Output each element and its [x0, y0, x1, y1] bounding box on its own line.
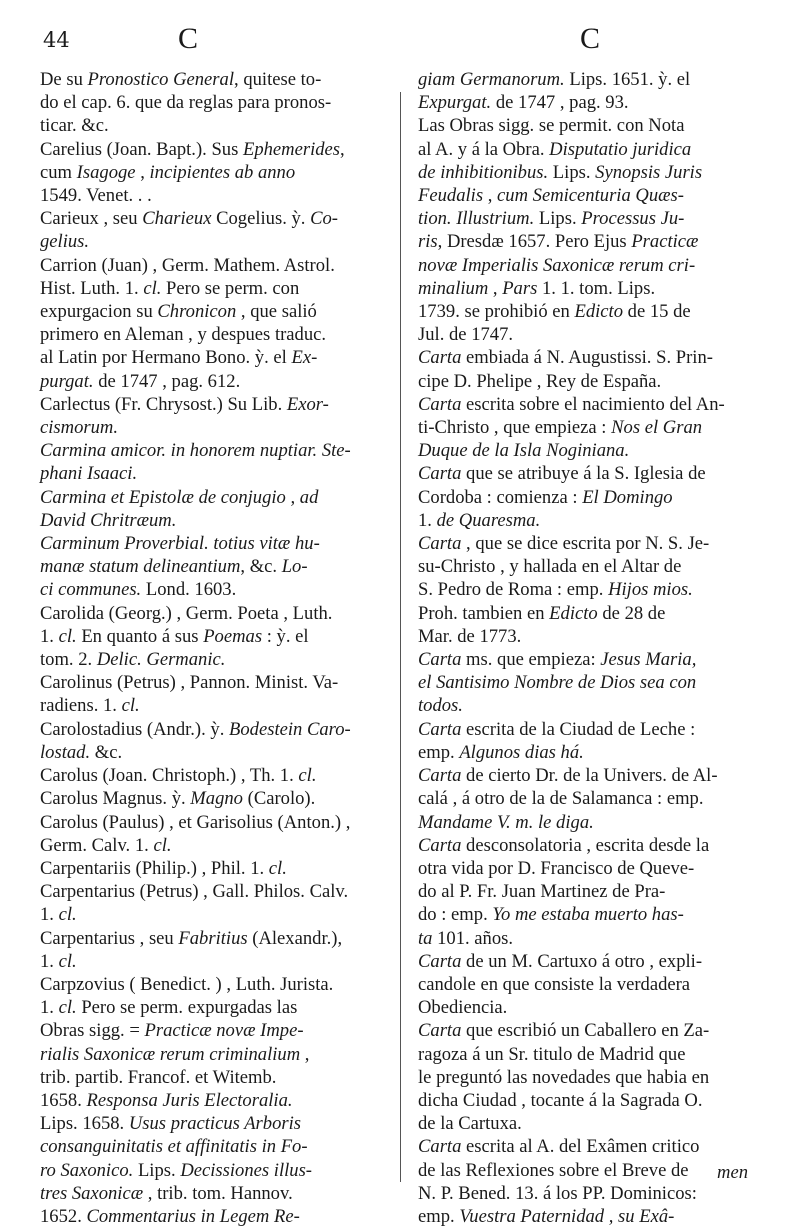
- text-segment: Co-: [310, 208, 338, 230]
- text-line: [40, 184, 380, 207]
- text-line: [40, 996, 380, 1019]
- text-segment: Decissiones illus-: [180, 1159, 313, 1181]
- text-segment: (Alexandr.),: [247, 927, 343, 949]
- text-segment: Mandame V. m. le diga.: [418, 811, 594, 833]
- text-line: [418, 694, 758, 717]
- text-line: [418, 996, 758, 1019]
- text-segment: Obediencia.: [418, 997, 508, 1019]
- text-segment: cl.: [121, 695, 140, 717]
- text-segment: todos.: [418, 695, 463, 717]
- text-segment: 101. años.: [432, 927, 514, 949]
- text-line: [418, 880, 758, 903]
- text-line: [40, 857, 380, 880]
- text-line: [40, 555, 380, 578]
- text-line: [40, 370, 380, 393]
- text-segment: Carta: [418, 533, 462, 555]
- text-segment: N. P. Bened. 13. á los PP. Dominicos:: [418, 1182, 697, 1204]
- text-segment: Disputatio juridica: [549, 138, 692, 160]
- text-line: [418, 648, 758, 671]
- text-line: [40, 532, 380, 555]
- text-line: [40, 416, 380, 439]
- text-segment: tres Saxonicæ: [40, 1182, 144, 1204]
- text-line: [418, 1089, 758, 1112]
- text-segment: de 1747 , pag. 93.: [491, 92, 629, 114]
- text-line: [418, 509, 758, 532]
- text-line: [418, 138, 758, 161]
- text-segment: Cordoba : comienza :: [418, 486, 583, 508]
- text-segment: Commentarius in Legem Re-: [86, 1205, 300, 1227]
- text-segment: Practicæ: [631, 231, 699, 253]
- text-line: [40, 207, 380, 230]
- text-segment: otra vida por D. Francisco de Queve-: [418, 857, 695, 879]
- text-segment: , que salió: [236, 301, 317, 323]
- text-segment: Lo-: [281, 556, 308, 578]
- text-segment: Carolida (Georg.) , Germ. Poeta , Luth.: [40, 602, 333, 624]
- text-segment: El Domingo: [582, 486, 673, 508]
- text-line: [40, 671, 380, 694]
- text-line: [418, 254, 758, 277]
- text-segment: Carta: [418, 1136, 462, 1158]
- text-line: [418, 1112, 758, 1135]
- text-line: [418, 950, 758, 973]
- text-line: [40, 880, 380, 903]
- text-segment: Carta: [418, 649, 462, 671]
- column-divider: [400, 92, 401, 1182]
- text-segment: ta: [418, 927, 433, 949]
- text-segment: Carta: [418, 718, 462, 740]
- text-segment: cl.: [268, 857, 287, 879]
- text-segment: Fabritius: [178, 927, 248, 949]
- text-segment: emp.: [418, 1205, 460, 1227]
- text-segment: do el cap. 6. que da reglas para pronos-: [40, 92, 332, 114]
- text-line: [40, 578, 380, 601]
- text-segment: Carlectus (Fr. Chrysost.) Su Lib.: [40, 393, 287, 415]
- text-line: [40, 973, 380, 996]
- text-segment: manæ statum delineantium: [40, 556, 241, 578]
- text-segment: Carpentarius , seu: [40, 927, 179, 949]
- text-segment: Carolinus (Petrus) , Pannon. Minist. Va-: [40, 672, 339, 694]
- text-line: [418, 346, 758, 369]
- text-segment: le preguntó las novedades que habia en: [418, 1066, 710, 1088]
- text-line: [40, 1019, 380, 1042]
- text-segment: &c.: [90, 741, 123, 763]
- text-segment: consanguinitatis et affinitatis in Fo-: [40, 1136, 308, 1158]
- text-segment: Carmina amicor. in honorem nuptiar. Ste-: [40, 440, 351, 462]
- text-line: [40, 114, 380, 137]
- text-segment: ,: [483, 185, 498, 207]
- text-segment: Chronicon: [157, 301, 237, 323]
- text-segment: cl.: [58, 904, 77, 926]
- text-segment: escrita al A. del Exâmen critico: [461, 1136, 700, 1158]
- running-head-right: C: [580, 22, 601, 55]
- text-segment: Ex-: [291, 347, 318, 369]
- text-segment: Lips.: [133, 1159, 181, 1181]
- text-line: [418, 834, 758, 857]
- text-segment: Yo me estaba muerto has-: [492, 904, 684, 926]
- text-line: [40, 1043, 380, 1066]
- text-line: [418, 462, 758, 485]
- text-line: [40, 323, 380, 346]
- text-segment: Carta: [418, 393, 462, 415]
- text-segment: Responsa Juris Electoralia.: [86, 1089, 293, 1111]
- text-segment: 1.: [418, 509, 437, 531]
- text-segment: Exor-: [286, 393, 329, 415]
- text-line: [418, 300, 758, 323]
- text-line: [418, 764, 758, 787]
- text-line: [40, 439, 380, 462]
- text-line: [40, 625, 380, 648]
- text-segment: escrita de la Ciudad de Leche :: [461, 718, 696, 740]
- text-segment: phani Isaaci.: [40, 463, 138, 485]
- text-segment: Carta: [418, 834, 462, 856]
- text-segment: Isagoge: [76, 161, 136, 183]
- text-line: [418, 555, 758, 578]
- text-segment: Duque de la Isla Noginiana.: [418, 440, 630, 462]
- text-line: [418, 114, 758, 137]
- text-segment: David Chritræum.: [40, 509, 177, 531]
- text-segment: do al P. Fr. Juan Martinez de Pra-: [418, 881, 666, 903]
- text-segment: Carelius (Joan. Bapt.). Sus: [40, 138, 243, 160]
- text-line: [40, 1182, 380, 1205]
- text-segment: radiens. 1.: [40, 695, 122, 717]
- text-line: [40, 718, 380, 741]
- text-segment: incipientes ab anno: [149, 161, 296, 183]
- text-segment: cismorum.: [40, 417, 118, 439]
- text-line: [40, 1159, 380, 1182]
- text-segment: Lips. 1658.: [40, 1113, 129, 1135]
- right-column: [418, 68, 758, 1228]
- text-segment: Carolus Magnus. ỳ.: [40, 788, 191, 810]
- text-segment: de cierto Dr. de la Univers. de Al-: [461, 765, 718, 787]
- text-line: [40, 694, 380, 717]
- text-segment: al A. y á la Obra.: [418, 138, 550, 160]
- text-segment: cum Semicenturia Quæs-: [497, 185, 684, 207]
- text-line: [418, 323, 758, 346]
- text-segment: de inhibitionibus.: [418, 161, 549, 183]
- text-segment: Hist. Luth. 1.: [40, 277, 144, 299]
- text-segment: 1652.: [40, 1205, 87, 1227]
- text-segment: Las Obras sigg. se permit. con Nota: [418, 115, 685, 137]
- text-segment: el Santisimo Nombre de Dios sea con: [418, 672, 697, 694]
- text-segment: purgat.: [40, 370, 94, 392]
- text-segment: Lond. 1603.: [141, 579, 237, 601]
- text-line: [418, 927, 758, 950]
- text-segment: cl.: [153, 834, 172, 856]
- text-line: [40, 764, 380, 787]
- text-segment: cl.: [298, 765, 317, 787]
- text-line: [418, 1205, 758, 1228]
- text-line: [418, 184, 758, 207]
- text-line: [418, 370, 758, 393]
- text-line: [418, 787, 758, 810]
- text-line: [418, 230, 758, 253]
- text-segment: de 1747 , pag. 612.: [93, 370, 241, 392]
- text-line: [40, 300, 380, 323]
- text-segment: 1658.: [40, 1089, 87, 1111]
- text-segment: , trib. tom. Hannov.: [143, 1182, 293, 1204]
- text-line: [40, 1066, 380, 1089]
- text-line: [418, 68, 758, 91]
- text-segment: Jesus Maria,: [600, 649, 697, 671]
- text-segment: Edicto: [549, 602, 598, 624]
- page-header: [0, 22, 800, 62]
- text-line: [40, 903, 380, 926]
- text-line: [418, 91, 758, 114]
- text-segment: Magno: [190, 788, 243, 810]
- text-segment: Edicto: [574, 301, 624, 323]
- text-segment: Carminum Proverbial. totius vitæ hu-: [40, 533, 320, 555]
- text-segment: desconsolatoria , escrita desde la: [461, 834, 710, 856]
- text-segment: do : emp.: [418, 904, 493, 926]
- text-segment: al Latin por Hermano Bono. ỳ. el: [40, 347, 292, 369]
- text-segment: De su: [40, 69, 88, 90]
- text-segment: Obras sigg. =: [40, 1020, 145, 1042]
- text-segment: 1.: [40, 625, 59, 647]
- text-segment: ci communes.: [40, 579, 142, 601]
- text-line: [40, 1089, 380, 1112]
- text-segment: ragoza á un Sr. titulo de Madrid que: [418, 1043, 686, 1065]
- text-segment: Synopsis Juris: [595, 161, 703, 183]
- text-segment: Carolostadius (Andr.). ỳ.: [40, 718, 230, 740]
- text-segment: cum: [40, 161, 77, 183]
- text-segment: calá , á otro de la de Salamanca : emp.: [418, 788, 704, 810]
- text-segment: gelius.: [40, 231, 90, 253]
- text-segment: Hijos mios.: [608, 579, 693, 601]
- text-segment: de 15 de: [623, 301, 691, 323]
- text-segment: rialis Saxonicæ rerum criminalium: [40, 1043, 301, 1065]
- text-segment: (Carolo).: [242, 788, 316, 810]
- text-line: [418, 416, 758, 439]
- text-line: [40, 811, 380, 834]
- text-segment: cl.: [143, 277, 162, 299]
- text-line: [40, 91, 380, 114]
- text-segment: Carolus (Joan. Christoph.) , Th. 1.: [40, 765, 299, 787]
- text-segment: , que se dice escrita por N. S. Je-: [461, 533, 710, 555]
- text-segment: Carta: [418, 463, 462, 485]
- text-segment: Lips.: [548, 161, 596, 183]
- text-line: [40, 1205, 380, 1228]
- text-segment: Feudalis: [418, 185, 484, 207]
- text-line: [418, 671, 758, 694]
- text-segment: Mar. de 1773.: [418, 625, 522, 647]
- text-segment: minalium: [418, 277, 489, 299]
- text-segment: Processus Ju-: [581, 208, 685, 230]
- text-segment: Nos el Gran: [611, 417, 703, 439]
- text-segment: 1739. se prohibió en: [418, 301, 575, 323]
- text-segment: Lips.: [534, 208, 582, 230]
- text-segment: ,: [135, 161, 150, 183]
- text-segment: su-Christo , y hallada en el Altar de: [418, 556, 682, 578]
- text-segment: Carrion (Juan) , Germ. Mathem. Astrol.: [40, 254, 335, 276]
- text-line: [40, 486, 380, 509]
- text-segment: Charieux: [142, 208, 212, 230]
- text-segment: Carmina et Epistolæ de conjugio , ad: [40, 486, 319, 508]
- text-segment: Ephemerides: [242, 138, 341, 160]
- text-line: [418, 718, 758, 741]
- text-line: [418, 486, 758, 509]
- text-segment: tion. Illustrium.: [418, 208, 535, 230]
- text-line: [40, 68, 380, 91]
- text-line: [40, 230, 380, 253]
- text-segment: de un M. Cartuxo á otro , expli-: [461, 950, 703, 972]
- text-segment: Carta: [418, 347, 462, 369]
- text-line: [40, 1112, 380, 1135]
- text-segment: que se atribuye á la S. Iglesia de: [461, 463, 706, 485]
- text-line: [40, 254, 380, 277]
- text-segment: Proh. tambien en: [418, 602, 550, 624]
- text-segment: Algunos dias há.: [459, 741, 584, 763]
- text-segment: Jul. de 1747.: [418, 324, 514, 346]
- text-line: [418, 602, 758, 625]
- text-segment: Carieux , seu: [40, 208, 143, 230]
- text-segment: , &c.: [240, 556, 282, 578]
- text-segment: Poemas: [203, 625, 263, 647]
- text-segment: novæ Imperialis Saxonicæ rerum cri-: [418, 254, 696, 276]
- text-line: [418, 741, 758, 764]
- text-segment: ,: [340, 138, 345, 160]
- text-segment: Pronostico General: [87, 69, 235, 90]
- text-segment: escrita sobre el nacimiento del An-: [461, 393, 725, 415]
- text-segment: Expurgat.: [418, 92, 492, 114]
- text-line: [40, 138, 380, 161]
- text-segment: , quitese to-: [234, 69, 322, 90]
- text-segment: Bodestein Caro-: [229, 718, 351, 740]
- text-line: [418, 393, 758, 416]
- text-segment: de las Reflexiones sobre el Breve de: [418, 1159, 689, 1181]
- text-line: [40, 509, 380, 532]
- text-segment: primero en Aleman , y despues traduc.: [40, 324, 327, 346]
- text-segment: Pars: [502, 277, 538, 299]
- text-segment: cipe D. Phelipe , Rey de España.: [418, 370, 662, 392]
- text-segment: Carta: [418, 765, 462, 787]
- text-line: [418, 439, 758, 462]
- text-segment: 1. 1. tom. Lips.: [537, 277, 656, 299]
- text-line: [418, 903, 758, 926]
- text-segment: 1.: [40, 950, 59, 972]
- text-segment: Germ. Calv. 1.: [40, 834, 154, 856]
- text-segment: Usus practicus Arboris: [128, 1113, 302, 1135]
- text-line: [40, 393, 380, 416]
- text-line: [40, 602, 380, 625]
- text-segment: 1549. Venet. . .: [40, 185, 152, 207]
- text-segment: cl.: [58, 997, 77, 1019]
- text-line: [40, 1135, 380, 1158]
- text-segment: ris: [418, 231, 438, 253]
- text-line: [418, 1066, 758, 1089]
- text-segment: Cogelius. ỳ.: [211, 208, 311, 230]
- text-segment: Practicæ novæ Impe-: [144, 1020, 304, 1042]
- text-segment: giam Germanorum.: [418, 69, 565, 90]
- text-segment: cl.: [58, 950, 77, 972]
- text-segment: Pero se perm. con: [161, 277, 300, 299]
- text-segment: dicha Ciudad , tocante á la Sagrada O.: [418, 1089, 703, 1111]
- text-line: [418, 532, 758, 555]
- text-line: [40, 462, 380, 485]
- text-segment: ms. que empieza:: [461, 649, 601, 671]
- text-segment: de Quaresma.: [436, 509, 541, 531]
- text-segment: que escribió un Caballero en Za-: [461, 1020, 710, 1042]
- text-segment: candole en que consiste la verdadera: [418, 973, 691, 995]
- text-segment: S. Pedro de Roma : emp.: [418, 579, 609, 601]
- text-segment: Carpentarius (Petrus) , Gall. Philos. Calv.: [40, 881, 349, 903]
- text-segment: Carta: [418, 1020, 462, 1042]
- text-segment: Carpzovius ( Benedict. ) , Luth. Jurista.: [40, 973, 334, 995]
- text-line: [40, 277, 380, 300]
- text-segment: de la Cartuxa.: [418, 1113, 522, 1135]
- text-segment: ,: [488, 277, 503, 299]
- text-line: [40, 346, 380, 369]
- text-line: [418, 1043, 758, 1066]
- text-segment: expurgacion su: [40, 301, 158, 323]
- text-line: [418, 625, 758, 648]
- text-line: [40, 950, 380, 973]
- text-segment: Pero se perm. expurgadas las: [76, 997, 298, 1019]
- text-line: [40, 927, 380, 950]
- text-segment: cl.: [58, 625, 77, 647]
- text-segment: Vuestra Paternidad , su Exâ-: [459, 1205, 675, 1227]
- text-segment: ticar. &c.: [40, 115, 109, 137]
- text-segment: embiada á N. Augustissi. S. Prin-: [461, 347, 713, 369]
- text-segment: tom. 2.: [40, 649, 97, 671]
- text-segment: Carpentariis (Philip.) , Phil. 1.: [40, 857, 269, 879]
- text-segment: lostad.: [40, 741, 91, 763]
- text-line: [418, 277, 758, 300]
- page-number: 44: [43, 28, 70, 52]
- text-segment: emp.: [418, 741, 460, 763]
- text-segment: , Dresdæ 1657. Pero Ejus: [437, 231, 632, 253]
- text-segment: ti-Christo , que empieza :: [418, 417, 612, 439]
- catchword: men: [717, 1162, 748, 1183]
- text-segment: de 28 de: [597, 602, 666, 624]
- left-column: [40, 68, 380, 1228]
- text-segment: En quanto á sus: [76, 625, 204, 647]
- text-segment: ,: [300, 1043, 310, 1065]
- text-segment: ro Saxonico.: [40, 1159, 134, 1181]
- text-segment: 1.: [40, 904, 59, 926]
- text-segment: : ỳ. el: [262, 625, 309, 647]
- text-line: [418, 1135, 758, 1158]
- text-line: [418, 1182, 758, 1205]
- text-line: [418, 161, 758, 184]
- text-line: [418, 811, 758, 834]
- text-segment: Lips. 1651. ỳ. el: [564, 69, 691, 90]
- text-segment: 1.: [40, 997, 59, 1019]
- text-line: [40, 161, 380, 184]
- text-line: [418, 578, 758, 601]
- text-segment: Delic. Germanic.: [96, 649, 226, 671]
- text-line: [418, 1019, 758, 1042]
- running-head-left: C: [178, 22, 199, 55]
- text-line: [40, 834, 380, 857]
- text-line: [40, 787, 380, 810]
- text-line: [418, 973, 758, 996]
- text-line: [418, 857, 758, 880]
- text-segment: trib. partib. Francof. et Witemb.: [40, 1066, 277, 1088]
- text-line: [40, 648, 380, 671]
- text-segment: Carta: [418, 950, 462, 972]
- text-line: [418, 207, 758, 230]
- text-segment: Carolus (Paulus) , et Garisolius (Anton.) ,: [40, 811, 351, 833]
- text-line: [40, 741, 380, 764]
